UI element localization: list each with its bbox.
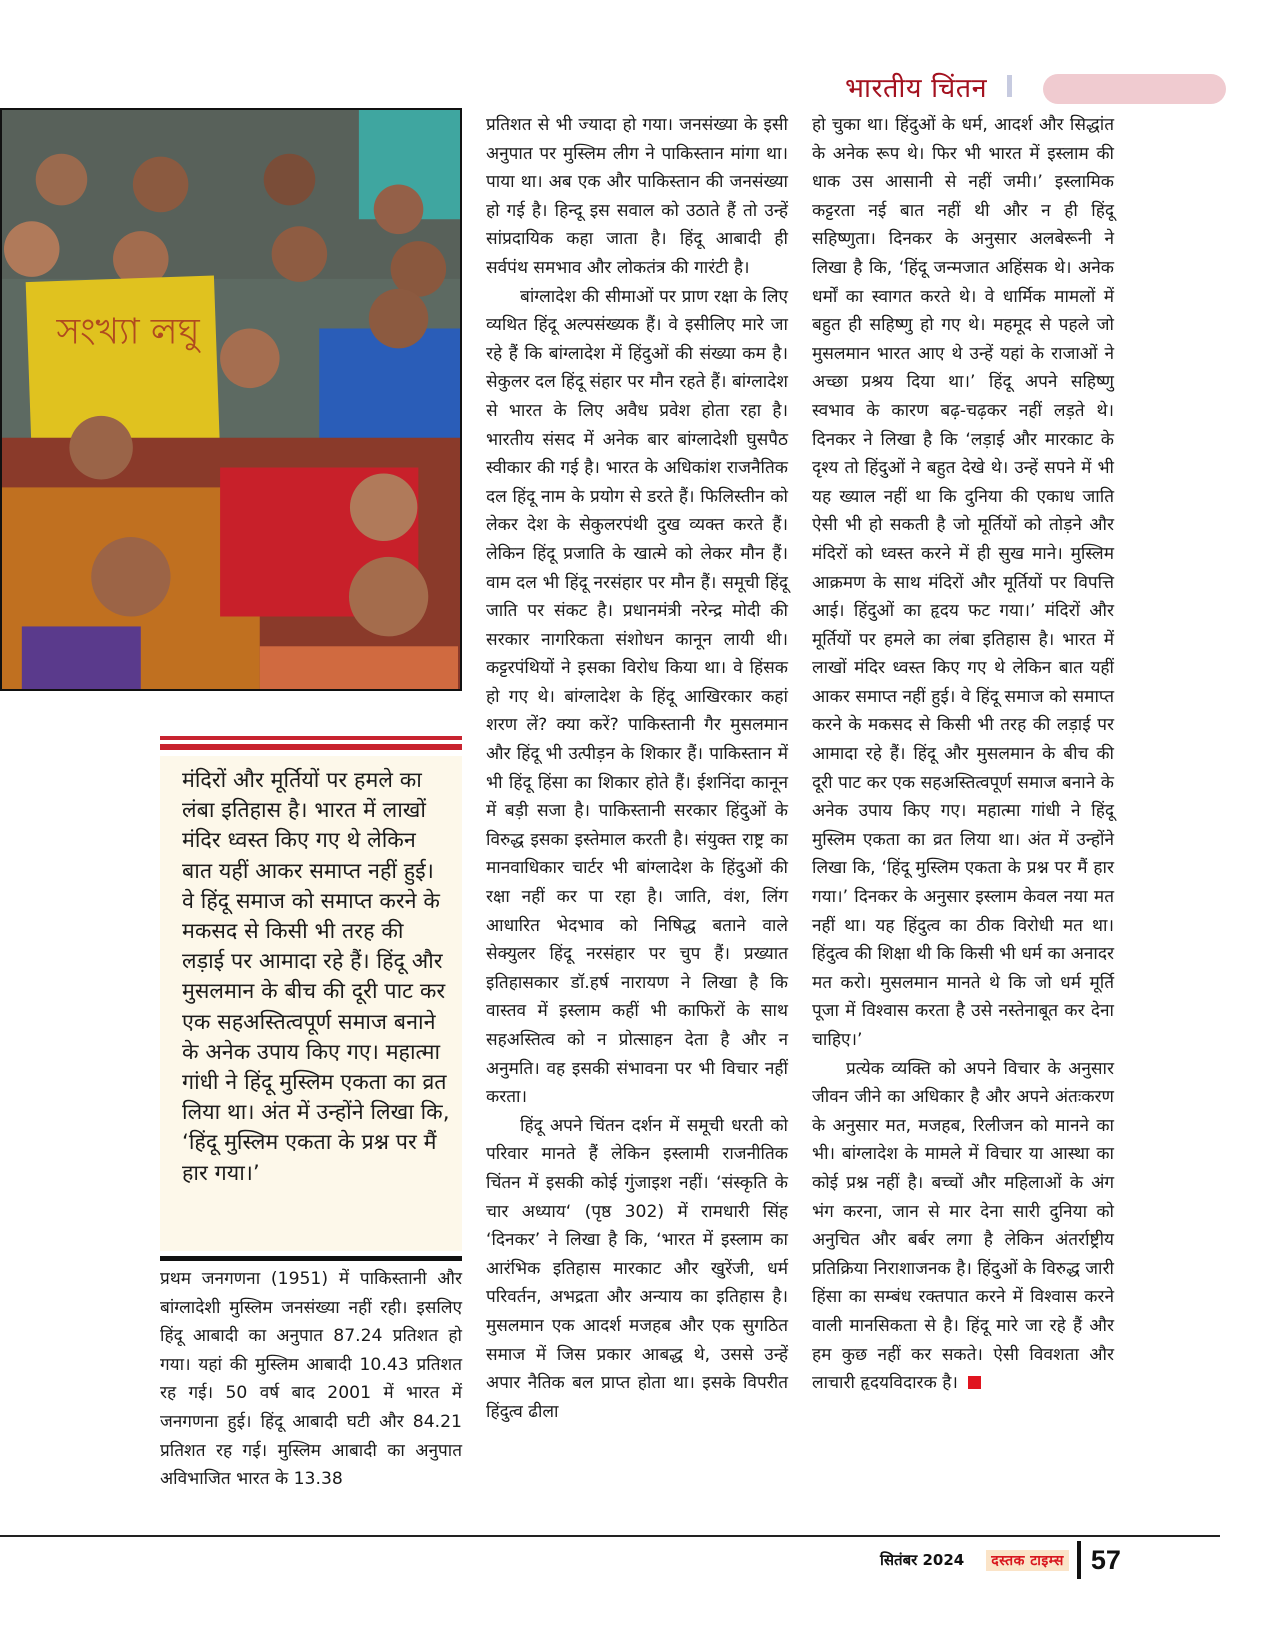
quote-bottom-rule [160, 1256, 462, 1261]
article-paragraph-text: प्रत्येक व्यक्ति को अपने विचार के अनुसार जीवन जीने का अधिकार है और अपने अंतःकरण के अनुसार मत, मजहब, रिलीजन को मानने का भी। बांग्लादेश के मामले में विचार या आस्था का कोई प्रश्न नहीं है। बच्चों और महिलाओं के अंग भंग करना, जान से मार देना सारी दुनिया को अनुचित और बर्बर लगा है लेकिन अंतर्राष्ट्रीय प्रतिक्रिया निराशाजनक है। हिंदुओं के विरुद्ध जारी हिंसा का सम्बंध रक्तपात करने में विश्वास करने वाली मानसिकता से है। हिंदू मारे जा रहे हैं और हम कुछ नहीं कर सकते। ऐसी विवशता और लाचारी हृदयविदारक है। [812, 1058, 1114, 1394]
footer-rule [0, 1535, 1220, 1537]
issue-date: सितंबर 2024 [880, 1551, 965, 1569]
placard-text: সংখ্যা লঘু [56, 311, 200, 353]
pull-quote-box [160, 756, 462, 1251]
article-paragraph: बांग्लादेश की सीमाओं पर प्राण रक्षा के लिए व्यथित हिंदू अल्पसंख्यक हैं। वे इसीलिए मारे जा रहे हैं कि बांग्लादेश में हिंदुओं की संख्या कम है। सेकुलर दल हिंदू संहार पर मौन रहते हैं। बांग्लादेश से भारत के लिए अवैध प्रवेश होता रहा है। भारतीय संसद में अनेक बार बांग्लादेशी घुसपैठ स्वीकार की गई है। भारत के अधिकांश राजनैतिक दल हिंदू नाम के प्रयोग से डरते हैं। फिलिस्तीन को लेकर देश के सेकुलरपंथी दुख व्यक्त करते हैं। लेकिन हिंदू प्रजाति के खात्मे को लेकर मौन हैं। वाम दल भी हिंदू नरसंहार पर मौन हैं। समूची हिंदू जाति पर संकट है। प्रधानमंत्री नरेन्द्र मोदी की सरकार नागरिकता संशोधन कानून लायी थी। कट्टरपंथियों ने इसका विरोध किया था। वे हिंसक हो गए थे। बांग्लादेश के हिंदू आखिरकार कहां शरण लें? क्या करें? पाकिस्तानी गैर मुसलमान और हिंदू भी उत्पीड़न के शिकार हैं। पाकिस्तान में भी हिंदू हिंसा का शिकार होते हैं। ईशनिंदा कानून में बड़ी सजा है। पाकिस्तानी सरकार हिंदुओं के विरुद्ध इसका इस्तेमाल करती है। संयुक्त राष्ट्र का मानवाधिकार चार्टर भी बांग्लादेश के हिंदुओं की रक्षा नहीं कर पा रहा है। जाति, वंश, लिंग आधारित भेदभाव को निषिद्ध बताने वाले सेक्युलर हिंदू नरसंहार पर चुप हैं। प्रख्यात इतिहासकार डॉ.हर्ष नारायण ने लिखा है कि वास्तव में इस्लाम कहीं भी काफिरों के साथ सहअस्तित्व को न प्रोत्साहन देता है और न अनुमति। वह इसकी संभावना पर भी विचार नहीं करता। [486, 286, 788, 1108]
pull-quote-text: मंदिरों और मूर्तियों पर हमले का लंबा इतिहास है। भारत में लाखों मंदिर ध्वस्त किए गए थे लेकिन बात यहीं आकर समाप्त नहीं हुई। वे हिंदू समाज को समाप्त करने के मकसद से किसी भी तरह की लड़ाई पर आमादा रहे हैं। हिंदू और मुसलमान के बीच की दूरी पाट कर एक सहअस्तित्वपूर्ण समाज बनाने के अनेक उपाय किए गए। महात्मा गांधी ने हिंदू मुस्लिम एकता का व्रत लिया था। अंत में उन्होंने लिखा कि, ‘हिंदू मुस्लिम एकता के प्रश्न पर मैं हार गया।’ [182, 768, 450, 1186]
quote-top-rules [160, 736, 462, 750]
protest-photo [0, 108, 462, 691]
section-separator [1007, 75, 1012, 97]
article-paragraph: प्रतिशत से भी ज्यादा हो गया। जनसंख्या के इसी अनुपात पर मुस्लिम लीग ने पाकिस्तान मांगा था। पाया था। अब एक और पाकिस्तान की जनसंख्या हो गई है। हिन्दू इस सवाल को उठाते हैं तो उन्हें सांप्रदायिक कहा जाता है। हिंदू आबादी ही सर्वपंथ समभाव और लोकतंत्र की गारंटी है। [486, 115, 788, 278]
article-paragraph: हो चुका था। हिंदुओं के धर्म, आदर्श और सिद्धांत के अनेक रूप थे। फिर भी भारत में इस्लाम की धाक उस आसानी से नहीं जमी।’ इस्लामिक कट्टरता नई बात नहीं थी और न ही हिंदू सहिष्णुता। दिनकर के अनुसार अलबेरूनी ने लिखा है कि, ‘हिंदू जन्मजात अहिंसक थे। अनेक धर्मों का स्वागत करते थे। वे धार्मिक मामलों में बहुत ही सहिष्णु हो गए थे। महमूद से पहले जो मुसलमान भारत आए थे उन्हें यहां के राजाओं ने अच्छा प्रश्रय दिया था।’ हिंदू अपने सहिष्णु स्वभाव के कारण बढ़-चढ़कर नहीं लड़ते थे। दिनकर ने लिखा है कि ‘लड़ाई और मारकाट के दृश्य तो हिंदुओं ने बहुत देखे थे। उन्हें सपने में भी यह ख्याल नहीं था कि दुनिया की एकाध जाति ऐसी भी हो सकती है जो मूर्तियों को तोड़ने और मंदिरों को ध्वस्त करने में ही सुख माने। मुस्लिम आक्रमण के साथ मंदिरों और मूर्तियों पर विपत्ति आई। हिंदुओं का हृदय फट गया।’ मंदिरों और मूर्तियों पर हमले का लंबा इतिहास है। भारत में लाखों मंदिर ध्वस्त किए गए थे लेकिन बात यहीं आकर समाप्त नहीं हुई। वे हिंदू समाज को समाप्त करने के मकसद से किसी भी तरह की लड़ाई पर आमादा रहे हैं। हिंदू और मुसलमान के बीच की दूरी पाट कर एक सहअस्तित्वपूर्ण समाज बनाने के अनेक उपाय किए गए। महात्मा गांधी ने हिंदू मुस्लिम एकता का व्रत लिया था। अंत में उन्होंने लिखा कि, ‘हिंदू मुस्लिम एकता के प्रश्न पर मैं हार गया।’ दिनकर के अनुसार इस्लाम केवल नया मत नहीं था। यह हिंदुत्व का ठीक विरोधी मत था। हिंदुत्व की शिक्षा थी कि किसी भी धर्म का अनादर मत करो। मुसलमान मानते थे कि जो धर्म मूर्ति पूजा में विश्वास करता है उसे नस्तेनाबूत कर देना चाहिए।’ [812, 115, 1114, 1050]
photo-illustration [2, 110, 460, 689]
section-header [845, 66, 1012, 106]
article-paragraph: प्रथम जनगणना (1951) में पाकिस्तानी और बांग्लादेशी मुस्लिम जनसंख्या नहीं रही। इसलिए हिंदू आबादी का अनुपात 87.24 प्रतिशत हो गया। यहां की मुस्लिम आबादी 10.43 प्रतिशत रह गई। 50 वर्ष बाद 2001 में भारत में जनगणना हुई। हिंदू आबादी घटी और 84.21 प्रतिशत रह गई। मुस्लिम आबादी का अनुपात अविभाजित भारत के 13.38 [160, 1269, 462, 1490]
article-paragraph: हिंदू अपने चिंतन दर्शन में समूची धरती को परिवार मानते हैं लेकिन इस्लामी राजनीतिक चिंतन में इसकी कोई गुंजाइश नहीं। ‘संस्कृति के चार अध्याय‘ (पृष्ठ 302) में रामधारी सिंह ‘दिनकर’ ने लिखा है कि, ‘भारत में इस्लाम का आरंभिक इतिहास मारकाट और खुरेंजी, धर्म परिवर्तन, अभद्रता और अन्याय का इतिहास है। मुसलमान एक आदर्श मजहब और एक सुगठित समाज में जिस प्रकार आबद्ध थे, उससे उन्हें अपार नैतिक बल प्राप्त होता था। इसके विपरीत हिंदुत्व ढीला [486, 1115, 788, 1422]
publication-logo: दस्तक टाइम्स [986, 1550, 1069, 1571]
end-of-article-mark [968, 1376, 981, 1389]
article-column-right [812, 111, 1114, 1398]
footer-divider [1077, 1541, 1081, 1579]
section-decor-pill [1043, 74, 1226, 104]
quote-rule-thick [160, 744, 462, 750]
article-column-middle [486, 111, 788, 1426]
article-paragraph-final [812, 1055, 1114, 1398]
section-title: भारतीय चिंतन [845, 72, 988, 104]
page-number: 57 [1090, 1544, 1121, 1575]
quote-rule-thin [160, 736, 462, 740]
article-column-left [160, 1265, 462, 1494]
page-footer [880, 1540, 1121, 1580]
